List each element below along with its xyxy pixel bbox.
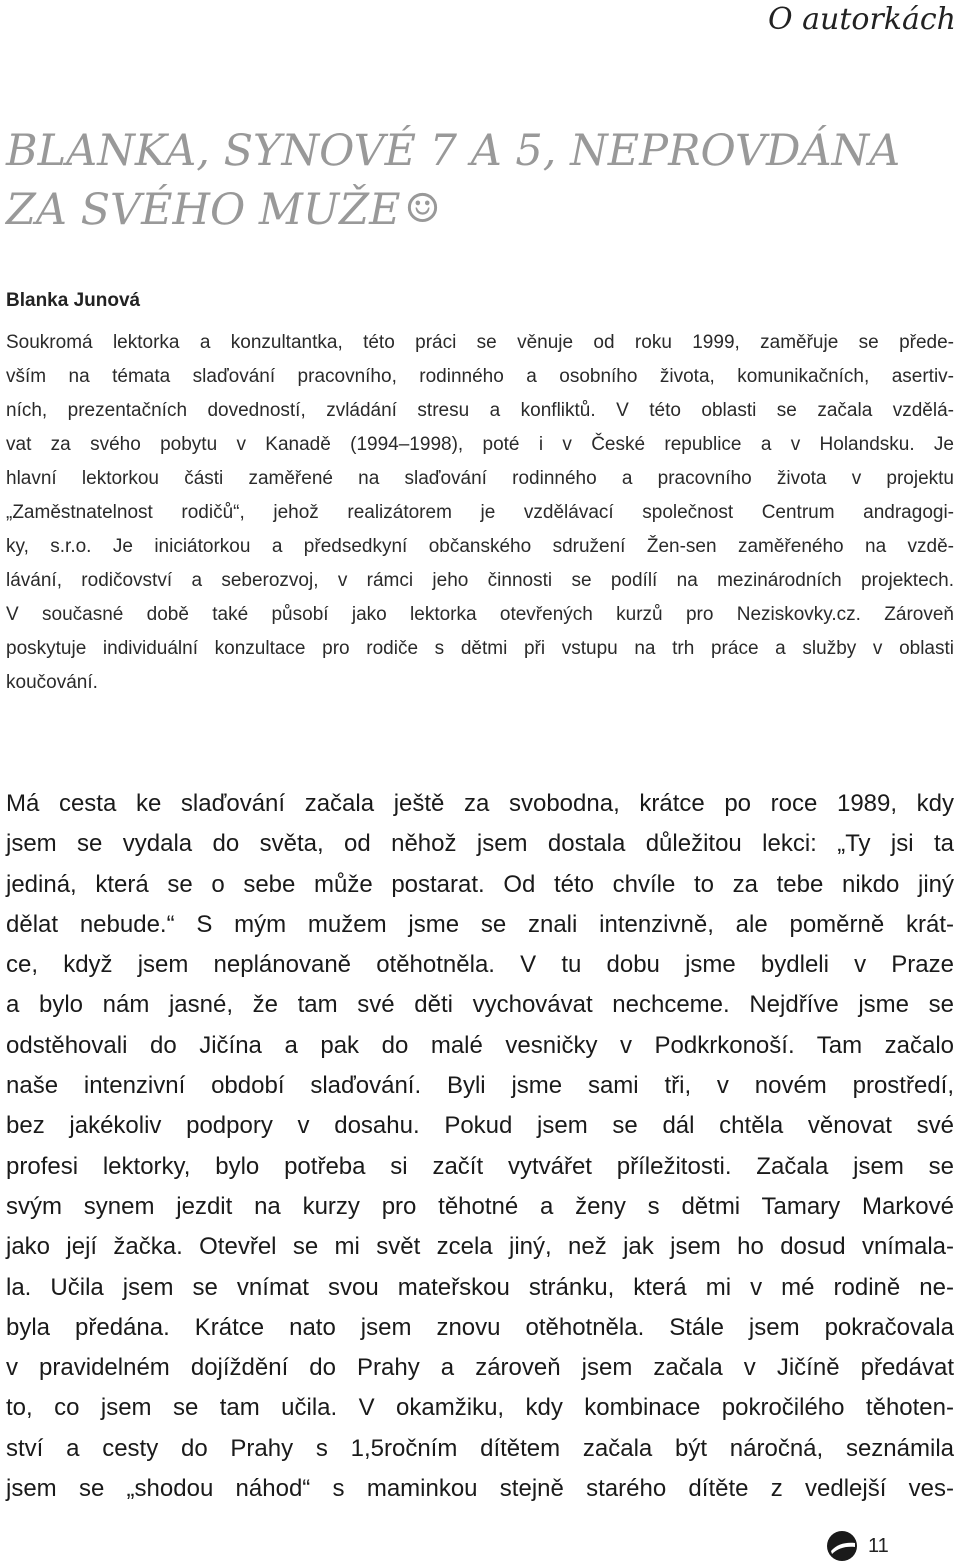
body-line: byla předána. Krátce nato jsem znovu otěhotněla. Stále jsem pokračovala [6,1313,954,1341]
body-line: jsem se vydala do světa, od něhož jsem dostala důležitou lekci: „Ty jsi ta [6,830,954,858]
smiley-icon: ☺ [404,186,441,232]
body-line: naše intenzivní období slaďování. Byli jsme sami tři, v novém prostředí, [6,1072,954,1100]
running-header-title: O autorkách [768,2,956,37]
bio-line: V současné době také působí jako lektorka otevřených kurzů pro Neziskovky.cz. Zároveň [6,604,954,625]
body-line: ství a cesty do Prahy s 1,5ročním dítětem začala být náročná, seznámila [6,1434,954,1462]
body-line: ce, když jsem neplánovaně otěhotněla. V tu dobu jsme bydleli v Praze [6,951,954,979]
bio-line: lávání, rodičovství a seberozvoj, v rámci jeho činnosti se podílí na mezinárodních projektech. [6,570,954,591]
bio-line: hlavní lektorkou části zaměřené na slaďování rodinného a pracovního života v projektu [6,468,954,489]
page-footer [826,1530,889,1562]
chapter-title-line-2-text: ZA SVÉHO MUŽE [6,185,401,235]
body-line: la. Učila jsem se vnímat svou mateřskou stránku, která mi v mé rodině ne- [6,1273,954,1301]
body-line: bez jakékoliv podpory v dosahu. Pokud jsem se dál chtěla věnovat své [6,1112,954,1140]
page-number: 11 [868,1534,889,1557]
main-text [6,784,954,1509]
chapter-title-line-2 [6,180,946,239]
body-line: to, co jsem se tam učila. V okamžiku, kdy kombinace pokročilého těhoten- [6,1394,954,1422]
chapter-title [6,122,946,239]
body-line: svým synem jezdit na kurzy pro těhotné a ženy s dětmi Tamary Markové [6,1192,954,1220]
author-bio [6,326,954,700]
body-line: jsem se „shodou náhod“ s maminkou stejně starého dítěte z vedlejší ves- [6,1475,954,1503]
body-line: a bylo nám jasné, že tam své děti vychovávat nechceme. Nejdříve jsme se [6,991,954,1019]
bio-line: poskytuje individuální konzultace pro rodiče s dětmi při vstupu na trh práce a služby v oblasti [6,638,954,659]
body-line: dělat nebude.“ S mým mužem jsme se znali intenzivně, ale poměrně krát- [6,910,954,938]
bio-line: vším na témata slaďování pracovního, rodinného a osobního života, komunikačních, asertiv- [6,366,954,387]
bio-line: koučování. [6,672,98,693]
bio-line: vat za svého pobytu v Kanadě (1994–1998), poté i v České republice a v Holandsku. Je [6,434,954,455]
chapter-title-line-1: BLANKA, SYNOVÉ 7 A 5, NEPROVDÁNA [6,126,901,176]
author-name: Blanka Junová [6,290,141,311]
page-mark-icon [826,1530,858,1562]
body-line: jako její žačka. Otevřel se mi svět zcela jiný, než jak jsem ho dosud vnímala- [6,1233,954,1261]
bio-line: ky, s.r.o. Je iniciátorkou a předsedkyní občanského sdružení Žen-sen zaměřeného na vzdě- [6,536,954,557]
body-line: profesi lektorky, bylo potřeba si začít vytvářet příležitosti. Začala jsem se [6,1152,954,1180]
body-line: Má cesta ke slaďování začala ještě za svobodna, krátce po roce 1989, kdy [6,790,954,817]
body-line: v pravidelném dojíždění do Prahy a zároveň jsem začala v Jičíně předávat [6,1354,954,1382]
body-line: odstěhovali do Jičína a pak do malé vesničky v Podkrkonoší. Tam začalo [6,1031,954,1059]
bio-line: Soukromá lektorka a konzultantka, této práci se věnuje od roku 1999, zaměřuje se přede- [6,332,954,353]
bio-line: ních, prezentačních dovedností, zvládání stresu a konfliktů. V této oblasti se začala vzdělá- [6,400,954,421]
body-line: jediná, která se o sebe může postarat. Od této chvíle to za tebe nikdo jiný [6,870,954,898]
bio-line: „Zaměstnatelnost rodičů“, jehož realizátorem je vzdělávací společnost Centrum andragogi- [6,502,954,523]
